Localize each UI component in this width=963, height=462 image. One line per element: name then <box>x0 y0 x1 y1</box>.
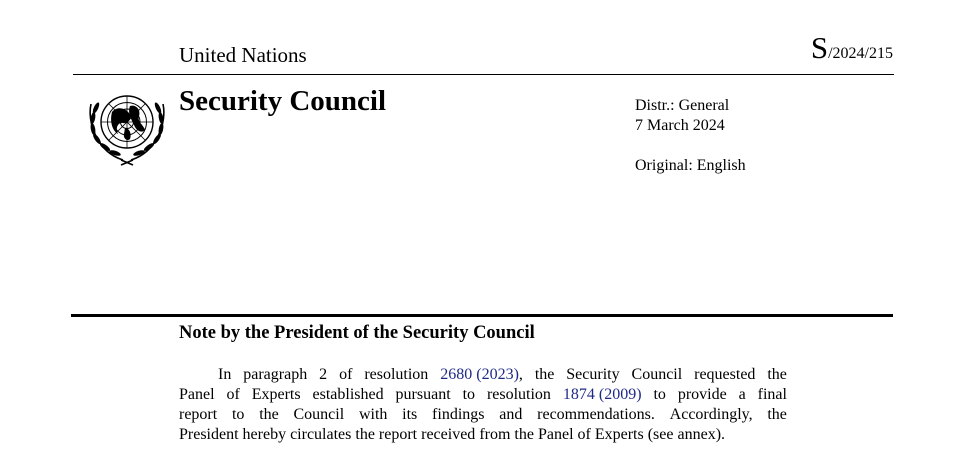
paragraph-line: In paragraph 2 of resolution 2680 (2023), the Security Council requested the <box>218 366 787 383</box>
organ-title: Security Council <box>179 85 387 117</box>
document-date: 7 March 2024 <box>635 117 725 134</box>
resolution-link-1874[interactable]: 1874 (2009) <box>562 386 642 403</box>
paragraph-line: report to the Council with its findings and recommendations. Accordingly, the <box>179 406 787 423</box>
document-symbol <box>811 31 893 71</box>
original-language: Original: English <box>635 157 746 174</box>
document-symbol-number: /2024/215 <box>828 45 893 62</box>
document-symbol-prefix: S <box>810 30 829 65</box>
paragraph-line: President hereby circulates the report received from the Panel of Experts (see annex). <box>179 426 726 443</box>
distribution-type: Distr.: General <box>635 97 730 114</box>
body-paragraph <box>179 365 787 445</box>
header-rule <box>73 74 894 75</box>
note-title: Note by the President of the Security Council <box>179 323 535 343</box>
un-emblem-icon <box>78 84 176 166</box>
resolution-link-2680[interactable]: 2680 (2023) <box>440 366 519 383</box>
paragraph-line: Panel of Experts established pursuant to resolution 1874 (2009) to provide a final <box>179 386 787 403</box>
section-rule <box>71 314 893 317</box>
org-name: United Nations <box>179 43 307 67</box>
distribution-block <box>635 96 746 176</box>
